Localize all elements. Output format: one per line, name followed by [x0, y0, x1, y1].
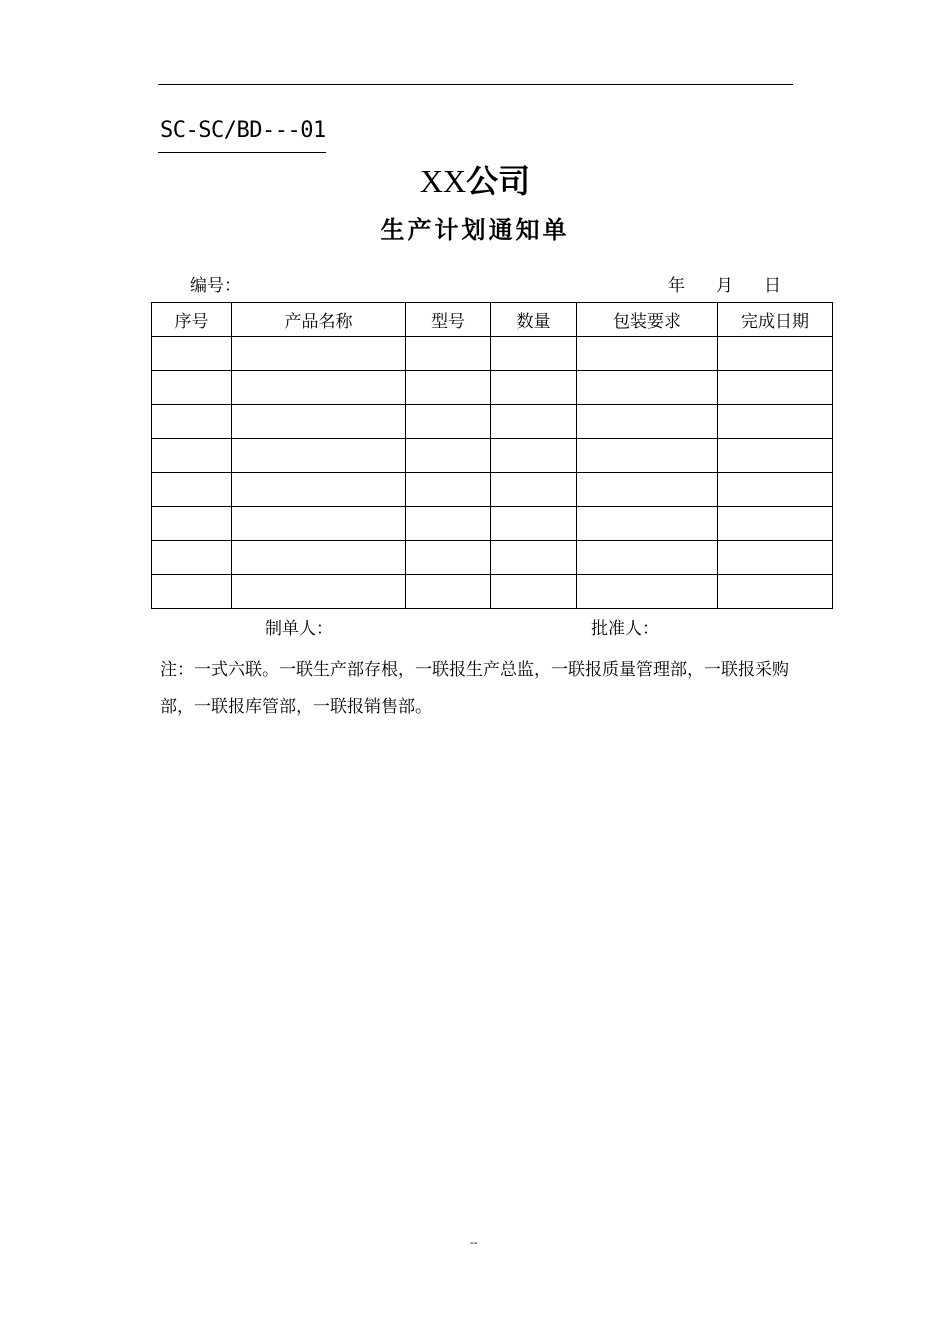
table-cell[interactable]	[718, 575, 833, 609]
table-cell[interactable]	[577, 541, 718, 575]
document-code: SC-SC/BD---01	[160, 118, 326, 143]
table-cell[interactable]	[232, 439, 406, 473]
table-cell[interactable]	[152, 337, 232, 371]
table-cell[interactable]	[406, 507, 491, 541]
table-cell[interactable]	[152, 473, 232, 507]
table-cell[interactable]	[491, 439, 577, 473]
table-cell[interactable]	[491, 473, 577, 507]
table-cell[interactable]	[577, 371, 718, 405]
table-cell[interactable]	[152, 371, 232, 405]
table-cell[interactable]	[491, 405, 577, 439]
table-cell[interactable]	[577, 405, 718, 439]
table-cell[interactable]	[718, 337, 833, 371]
table-cell[interactable]	[491, 337, 577, 371]
column-header-completion-date: 完成日期	[718, 303, 833, 337]
column-header-serial: 序号	[152, 303, 232, 337]
distribution-note: 注：一式六联。一联生产部存根，一联报生产总监，一联报质量管理部，一联报采购部，一联报库管部，一联报销售部。	[160, 660, 789, 717]
table-cell[interactable]	[406, 439, 491, 473]
table-cell[interactable]	[718, 473, 833, 507]
table-row	[152, 337, 833, 371]
table-cell[interactable]	[718, 405, 833, 439]
table-cell[interactable]	[491, 575, 577, 609]
table-row	[152, 507, 833, 541]
table-cell[interactable]	[577, 337, 718, 371]
table-row	[152, 541, 833, 575]
date-year-label: 年	[668, 276, 685, 296]
serial-number-label: 编号：	[190, 276, 241, 296]
table-cell[interactable]	[718, 507, 833, 541]
table-cell[interactable]	[577, 575, 718, 609]
column-header-quantity: 数量	[491, 303, 577, 337]
table-cell[interactable]	[152, 575, 232, 609]
table-cell[interactable]	[718, 371, 833, 405]
column-header-packaging: 包装要求	[577, 303, 718, 337]
table-cell[interactable]	[232, 473, 406, 507]
preparer-label: 制单人：	[265, 619, 333, 639]
date-day-label: 日	[764, 276, 781, 296]
table-cell[interactable]	[491, 541, 577, 575]
table-cell[interactable]	[232, 575, 406, 609]
table-row	[152, 439, 833, 473]
table-cell[interactable]	[152, 507, 232, 541]
date-month-label: 月	[716, 276, 733, 296]
form-title: 生产计划通知单	[380, 216, 570, 244]
table-body	[152, 337, 833, 609]
company-name-cn: 公司	[466, 162, 531, 200]
table-cell[interactable]	[152, 405, 232, 439]
table-cell[interactable]	[232, 405, 406, 439]
table-row	[152, 473, 833, 507]
table-cell[interactable]	[577, 439, 718, 473]
table-cell[interactable]	[577, 473, 718, 507]
table-row	[152, 405, 833, 439]
table-cell[interactable]	[718, 439, 833, 473]
table-cell[interactable]	[491, 507, 577, 541]
document-code-underline	[158, 152, 326, 153]
table-cell[interactable]	[406, 337, 491, 371]
table-row	[152, 371, 833, 405]
table-row	[152, 575, 833, 609]
table-cell[interactable]	[406, 473, 491, 507]
page-marker: --	[470, 1236, 478, 1249]
column-header-product-name: 产品名称	[232, 303, 406, 337]
table-cell[interactable]	[232, 337, 406, 371]
table-cell[interactable]	[152, 439, 232, 473]
table-cell[interactable]	[232, 507, 406, 541]
company-name-latin: XX	[419, 163, 467, 199]
table-cell[interactable]	[491, 371, 577, 405]
table-cell[interactable]	[718, 541, 833, 575]
table-cell[interactable]	[232, 371, 406, 405]
company-name	[0, 156, 950, 202]
production-plan-table	[151, 302, 833, 609]
column-header-model: 型号	[406, 303, 491, 337]
table-header-row	[152, 303, 833, 337]
table-cell[interactable]	[406, 575, 491, 609]
table-cell[interactable]	[406, 371, 491, 405]
table-cell[interactable]	[152, 541, 232, 575]
table-cell[interactable]	[406, 405, 491, 439]
approver-label: 批准人：	[591, 619, 659, 639]
table-cell[interactable]	[232, 541, 406, 575]
table-cell[interactable]	[406, 541, 491, 575]
header-rule	[158, 84, 793, 85]
table-cell[interactable]	[577, 507, 718, 541]
